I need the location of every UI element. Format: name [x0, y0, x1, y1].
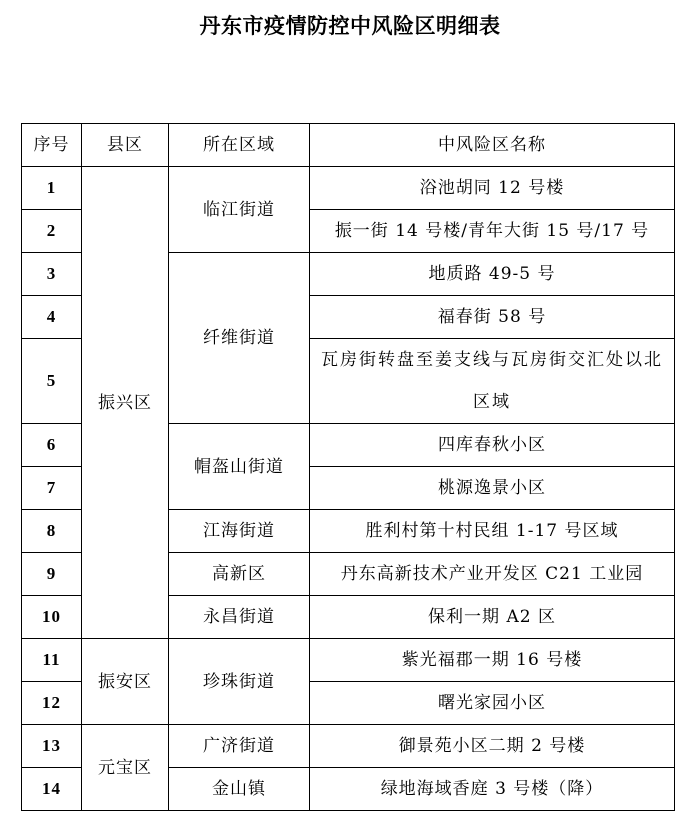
- district-cell-maokuishan: 帽盔山街道: [169, 424, 310, 510]
- county-cell-zhenxing: 振兴区: [82, 167, 169, 639]
- district-cell-jianghai: 江海街道: [169, 510, 310, 553]
- row-area-name: 桃源逸景小区: [310, 467, 675, 510]
- row-seq: 10: [22, 596, 82, 639]
- district-cell-linjiang: 临江街道: [169, 167, 310, 253]
- row-seq: 7: [22, 467, 82, 510]
- district-cell-zhenzhu: 珍珠街道: [169, 639, 310, 725]
- row-area-name: 四库春秋小区: [310, 424, 675, 467]
- header-seq: 序号: [22, 124, 82, 167]
- district-cell-guangji: 广济街道: [169, 725, 310, 768]
- row-area-name: 保利一期 A2 区: [310, 596, 675, 639]
- row-area-name: 丹东高新技术产业开发区 C21 工业园: [310, 553, 675, 596]
- risk-area-table: [21, 123, 675, 811]
- county-cell-yuanbao: 元宝区: [82, 725, 169, 811]
- district-cell-xianwei: 纤维街道: [169, 253, 310, 424]
- table-row: [22, 725, 675, 768]
- row-area-name: 瓦房街转盘至姜支线与瓦房街交汇处以北区域: [310, 339, 675, 424]
- row-area-name: 浴池胡同 12 号楼: [310, 167, 675, 210]
- row-seq: 1: [22, 167, 82, 210]
- row-area-name: 御景苑小区二期 2 号楼: [310, 725, 675, 768]
- row-seq: 2: [22, 210, 82, 253]
- district-cell-yongchang: 永昌街道: [169, 596, 310, 639]
- district-cell-gaoxin: 高新区: [169, 553, 310, 596]
- row-area-name: 振一街 14 号楼/青年大街 15 号/17 号: [310, 210, 675, 253]
- row-area-name: 曙光家园小区: [310, 682, 675, 725]
- row-area-name: 紫光福郡一期 16 号楼: [310, 639, 675, 682]
- table-header-row: [22, 124, 675, 167]
- row-area-name: 地质路 49-5 号: [310, 253, 675, 296]
- table-row: [22, 167, 675, 210]
- row-seq: 13: [22, 725, 82, 768]
- row-seq: 3: [22, 253, 82, 296]
- row-seq: 12: [22, 682, 82, 725]
- row-seq: 4: [22, 296, 82, 339]
- row-area-name: 绿地海域香庭 3 号楼（降）: [310, 768, 675, 811]
- row-area-name: 福春街 58 号: [310, 296, 675, 339]
- row-seq: 8: [22, 510, 82, 553]
- row-area-name: 胜利村第十村民组 1-17 号区域: [310, 510, 675, 553]
- row-seq: 11: [22, 639, 82, 682]
- row-seq: 5: [22, 339, 82, 424]
- district-cell-jinshan: 金山镇: [169, 768, 310, 811]
- header-district: 所在区域: [169, 124, 310, 167]
- row-seq: 9: [22, 553, 82, 596]
- row-seq: 14: [22, 768, 82, 811]
- header-county: 县区: [82, 124, 169, 167]
- header-name: 中风险区名称: [310, 124, 675, 167]
- table-row: [22, 639, 675, 682]
- county-cell-zhenan: 振安区: [82, 639, 169, 725]
- row-seq: 6: [22, 424, 82, 467]
- page-title: 丹东市疫情防控中风险区明细表: [199, 14, 501, 38]
